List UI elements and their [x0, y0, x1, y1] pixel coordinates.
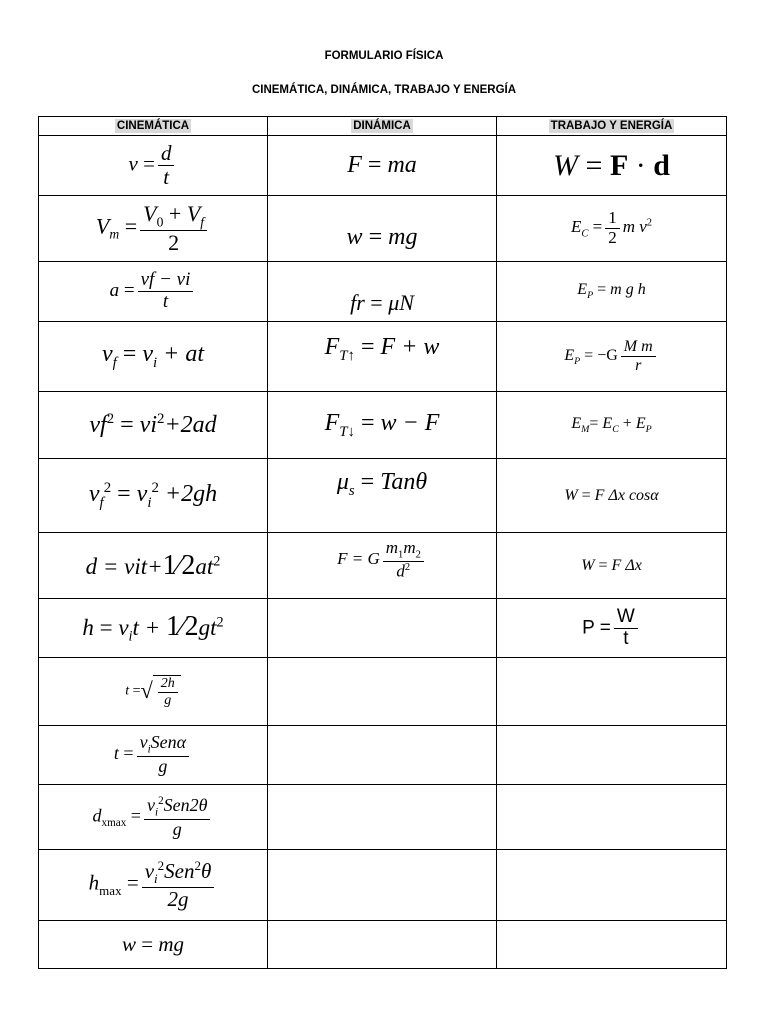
empty-cell: [268, 726, 497, 785]
empty-cell: [497, 658, 727, 726]
formula-velocity-squared: $vf^2 = vi^2+2ad$: [39, 392, 268, 459]
formula-velocity: v = $\frac{d}{t}$: [39, 136, 268, 196]
formula-potential-energy: $E_P = m$ g h: [497, 262, 727, 322]
header-dinamica: DINÁMICA: [268, 117, 497, 136]
header-trabajo-energia: TRABAJO Y ENERGÍA: [497, 117, 727, 136]
table-row: [39, 392, 727, 459]
formula-displacement: $d = vit+1⁄2at^2$: [39, 533, 268, 599]
table-row: [39, 322, 727, 392]
formula-kinetic-energy: $E_C$ = $\frac{1}{2}$ m $v^2$: [497, 196, 727, 262]
formula-weight-2: w = mg: [39, 921, 268, 969]
header-cinematica: CINEMÁTICA: [39, 117, 268, 136]
formula-mean-velocity: $V_m$ = $\frac{V_0 + V_f}{2}$: [39, 196, 268, 262]
table-row: [39, 136, 727, 196]
table-row: [39, 785, 727, 850]
formula-free-fall-velocity: $v_f^2 = v_i^2 +2gh$: [39, 459, 268, 533]
formula-work: W = F · d: [497, 136, 727, 196]
formula-mechanical-energy: $E_M= E_C + E_P$: [497, 392, 727, 459]
formula-static-friction: $\mu_s = Tan\theta$: [268, 459, 497, 533]
formula-final-velocity: $v_f = v_i$ + at: [39, 322, 268, 392]
empty-cell: [268, 599, 497, 658]
formula-acceleration: a = $\frac{vf - vi}{t}$: [39, 262, 268, 322]
formula-max-height: $h_{max}$ = $\frac{v_i^2Sen^2\theta}{2g}$: [39, 850, 268, 921]
page-title: FORMULARIO FÍSICA: [324, 50, 444, 62]
table-row: [39, 726, 727, 785]
formula-fall-time: t = √ $\frac{2h}{g}$: [39, 658, 268, 726]
empty-cell: [497, 850, 727, 921]
formula-force: F = ma: [268, 136, 497, 196]
table-row: [39, 262, 727, 322]
empty-cell: [268, 785, 497, 850]
formula-gravitational-potential: $E_P = -G$ $\frac{\text{M m}}{r}$: [497, 322, 727, 392]
table-row: [39, 533, 727, 599]
formula-tension-up: $F_{T↑} = F + w$: [268, 322, 497, 392]
empty-cell: [268, 850, 497, 921]
header-row: [39, 117, 727, 136]
table-row: [39, 196, 727, 262]
table-row: [39, 921, 727, 969]
empty-cell: [497, 726, 727, 785]
empty-cell: [268, 921, 497, 969]
formula-friction: fr = μN: [268, 262, 497, 322]
table-row: [39, 599, 727, 658]
empty-cell: [268, 658, 497, 726]
formula-gravitation: F = G $\frac{m_1m_2}{d^2}$: [268, 533, 497, 599]
formula-height: $h = v_it$ + $1⁄2gt^2$: [39, 599, 268, 658]
empty-cell: [497, 921, 727, 969]
empty-cell: [497, 785, 727, 850]
formula-flight-time: t = $\frac{v_iSen\alpha}{g}$: [39, 726, 268, 785]
formula-work-simple: W = F Δx: [497, 533, 727, 599]
table-row: [39, 459, 727, 533]
formula-power: P = $\frac{W}{t}$: [497, 599, 727, 658]
formula-tension-down: $F_{T↓} = w - F$: [268, 392, 497, 459]
table-row: [39, 850, 727, 921]
table-row: [39, 658, 727, 726]
formula-table: [38, 116, 727, 969]
formula-max-range: $d_{xmax}$ = $\frac{v_i^2Sen2\theta}{g}$: [39, 785, 268, 850]
formula-weight: w = mg: [268, 196, 497, 262]
page-subtitle: CINEMÁTICA, DINÁMICA, TRABAJO Y ENERGÍA: [251, 84, 517, 96]
formula-work-angle: W = F Δx cosα: [497, 459, 727, 533]
